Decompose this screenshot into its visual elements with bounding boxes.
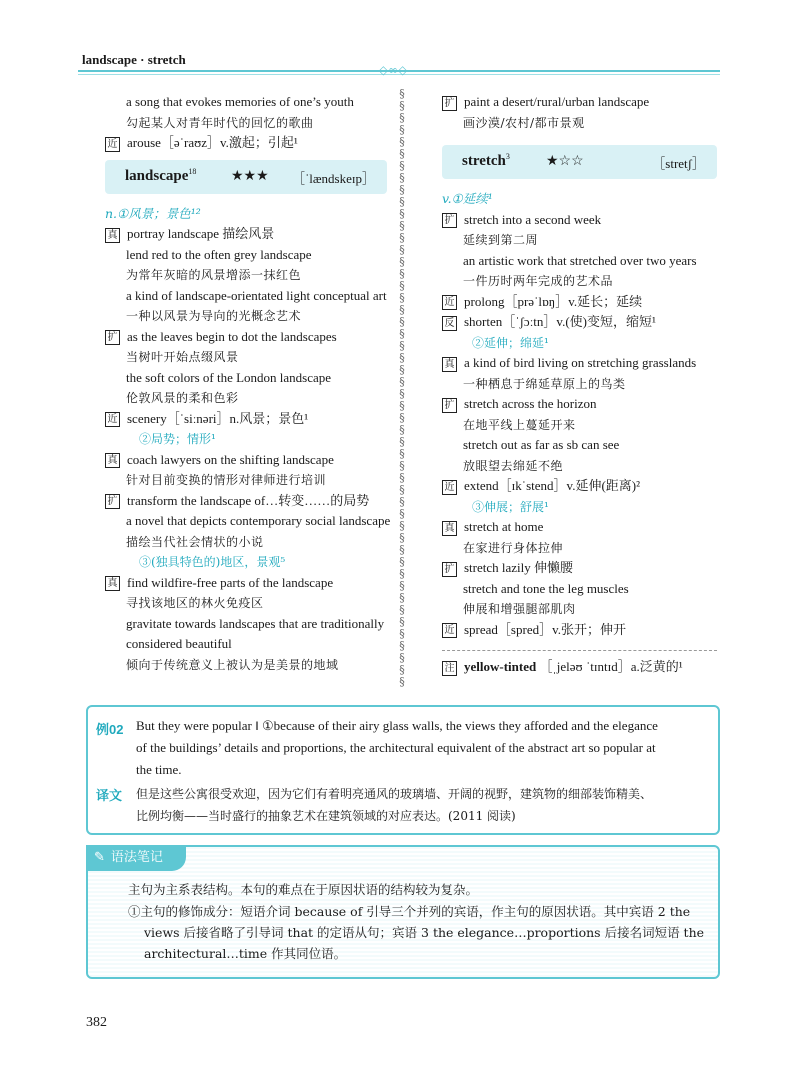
headword-box [105, 160, 387, 194]
grammar-line: architectural…time 作其同位语。 [144, 946, 347, 961]
entry-text: 一件历时两年完成的艺术品 [463, 274, 614, 288]
note-definition: ［ˌjeləʊ ˈtɪntɪd］a.泛黄的¹ [539, 659, 683, 674]
entry-text: 描绘当代社会情状的小说 [126, 534, 264, 549]
entry-text: a kind of landscape-orientated light conceptual art [126, 287, 387, 303]
entry-line [105, 573, 387, 594]
entry-text: 为常年灰暗的风景增添一抹红色 [126, 268, 302, 282]
entry-line [442, 210, 717, 231]
grammar-line: views 后接省略了引导词 that 的定语从句；宾语 3 the elegance…proportions 后接名词短语 the [144, 925, 705, 940]
entry-text: stretch at home [464, 519, 544, 534]
headword: stretch$^3$ [462, 152, 510, 169]
entry-text: considered beautiful [126, 636, 232, 651]
entry-line [105, 347, 387, 368]
entry-line [105, 286, 387, 307]
entry-text: 寻找该地区的林火免疫区 [126, 596, 264, 610]
pronunciation: ［stretʃ］ [652, 156, 705, 171]
divider-rule [442, 640, 717, 651]
entry-line [442, 353, 717, 374]
entry-line [105, 409, 387, 430]
entry-line [442, 230, 717, 251]
sense-heading: v.①延续¹ [442, 191, 493, 206]
entry-line [105, 368, 387, 389]
sense-heading: ②延伸；绵延¹ [472, 335, 549, 350]
tag-badge: 真 [105, 453, 120, 468]
entry-line [442, 599, 717, 620]
entry-text: portray landscape 描绘风景 [127, 226, 275, 241]
entry-line: paint a desert/rural/urban landscape [464, 94, 650, 109]
entry-line [105, 470, 387, 491]
entry-text: stretch lazily 伸懒腰 [464, 560, 574, 575]
translation-line: 比例均衡——当时盛行的抽象艺术在建筑领域的对应表达。(2011 阅读) [136, 809, 516, 823]
tag-badge: 真 [442, 357, 457, 372]
entry-line [442, 415, 717, 436]
star-rating: ★☆☆ [546, 153, 584, 169]
grammar-line: 主句为主系表结构。本句的难点在于原因状语的结构较为复杂。 [128, 882, 479, 897]
entry-text: as the leaves begin to dot the landscapes [127, 328, 337, 344]
entry-text: 伸展和增强腿部肌肉 [463, 602, 576, 616]
entry-text: 延续到第二周 [463, 233, 539, 247]
entry-text: 针对目前变换的情形对律师进行培训 [126, 473, 327, 487]
page-number: 382 [86, 1015, 107, 1030]
entry-line [442, 374, 717, 395]
right-column [442, 92, 717, 678]
entry-line [442, 476, 717, 497]
entry-line [442, 312, 717, 333]
entry-line: arouse［əˈraʊz］v.激起；引起¹ [127, 135, 298, 150]
entry-line [442, 620, 717, 641]
entry-text: spread［spred］v.张开；伸开 [464, 621, 626, 637]
entry-line [442, 271, 717, 292]
tag-badge: 近 [442, 295, 457, 310]
tag-badge: 近 [105, 412, 120, 427]
entry-line [442, 517, 717, 538]
entry-line [105, 614, 387, 635]
entry-text: coach lawyers on the shifting landscape [127, 451, 334, 467]
entry-text: 放眼望去绵延不绝 [463, 458, 564, 473]
headword-frequency: 18 [188, 166, 197, 176]
grammar-notes-tab [86, 845, 186, 871]
entry-text: gravitate towards landscapes that are traditionally [126, 615, 385, 631]
sense-heading: n.①风景；景色¹² [105, 205, 201, 221]
entry-line [105, 306, 387, 327]
entry-line [442, 558, 717, 579]
entry-line: a song that evokes memories of one’s youth [126, 94, 354, 109]
star-rating: ★★★ [231, 167, 269, 184]
tag-badge: 近 [442, 623, 457, 638]
sense-heading: ③伸展；舒展¹ [472, 499, 549, 514]
header-ornament-icon: ◇∞◇ [378, 63, 408, 77]
entry-text: lend red to the often grey landscape [126, 246, 312, 262]
entry-line [105, 511, 391, 532]
entry-text: 在地平线上蔓延开来 [463, 417, 576, 432]
sense-heading: ②局势；情形¹ [139, 432, 216, 446]
entry-text: transform the landscape of…转变……的局势 [127, 492, 370, 508]
entry-line [105, 593, 387, 614]
entry-text: stretch into a second week [464, 211, 602, 227]
entry-line [105, 491, 387, 512]
tag-badge: 扩 [105, 330, 120, 345]
sense-heading: ③(独具特色的)地区，景观⁵ [139, 555, 286, 569]
grammar-notes-title: 语法笔记 [110, 850, 163, 865]
entry-text: the soft colors of the London landscape [126, 369, 332, 385]
tag-badge: 反 [442, 316, 457, 331]
entry-text: 伦敦风景的柔和色彩 [126, 391, 239, 405]
entry-line: 画沙漠/农村/都市景观 [463, 115, 585, 130]
entry-line [442, 456, 717, 477]
entry-line [105, 450, 387, 471]
entry-line: 勾起某人对青年时代的回忆的歌曲 [126, 115, 314, 130]
entry-line [105, 634, 387, 655]
entry-text: stretch and tone the leg muscles [463, 580, 629, 596]
translation-line: 但是这些公寓很受欢迎，因为它们有着明亮通风的玻璃墙、开阔的视野，建筑物的细部装饰精美、 [136, 787, 653, 801]
entry-line [105, 532, 387, 553]
entry-text: stretch across the horizon [464, 396, 597, 411]
entry-line [442, 538, 717, 559]
entry-line [442, 435, 717, 456]
note-word: yellow-tinted [464, 659, 537, 674]
headword-frequency: 3 [505, 152, 510, 161]
tag-badge: 扩 [105, 494, 120, 509]
entry-text: find wildfire-free parts of the landscape [127, 574, 334, 590]
tag-badge: 注 [442, 661, 457, 676]
tag-badge: 扩 [442, 96, 457, 111]
example-sentence-line: of the buildings’ details and proportions, the architectural equivalent of the abstract art so popular at [136, 740, 656, 755]
pronunciation: ［ˈlændskeɪp］ [291, 170, 375, 186]
column-divider: § § § § § § § § § § § § § § § § § § § § § § § § § § § § § § § § § § § § § § § § § § § § § § § § § § [399, 88, 405, 688]
running-header: landscape · stretch [82, 52, 186, 67]
tag-badge: 近 [442, 480, 457, 495]
tag-badge: 真 [105, 228, 120, 243]
tag-badge: 真 [105, 576, 120, 591]
example-box [86, 705, 720, 835]
example-label: 例02 [96, 722, 124, 737]
entry-line [105, 388, 387, 409]
entry-text: shorten［ˈʃɔːtn］v.(使)变短，缩短¹ [464, 314, 656, 329]
tag-badge: 扩 [442, 398, 457, 413]
entry-text: prolong［prəˈlɒŋ］v.延长；延续 [464, 293, 643, 309]
left-column [105, 92, 391, 675]
tag-badge: 真 [442, 521, 457, 536]
entry-text: 当树叶开始点缀风景 [126, 350, 239, 364]
entry-line [442, 394, 717, 415]
tag-badge: 扩 [442, 213, 457, 228]
entry-text: stretch out as far as sb can see [463, 437, 620, 452]
entry-text: 一种以风景为导向的光概念艺术 [126, 309, 302, 323]
headword-box [442, 145, 717, 179]
example-sentence-line: But they were popular ‖ ①because of their airy glass walls, the views they afforded and the elegance [136, 718, 658, 733]
pen-icon: ✎ [94, 850, 105, 865]
entry-line [105, 224, 387, 245]
headword: landscape$^{18}$ [125, 166, 197, 184]
tag-badge: 扩 [442, 562, 457, 577]
example-sentence-line: the time. [136, 762, 182, 777]
grammar-line: ①主句的修饰成分：短语介词 because of 引导三个并列的宾语，作主句的原因状语。其中宾语 2 the [128, 904, 691, 919]
entry-line [105, 245, 387, 266]
entry-line [105, 265, 387, 286]
entry-line [442, 579, 717, 600]
entry-line [442, 251, 717, 272]
translation-label: 译文 [96, 788, 123, 803]
entry-text: extend［ɪkˈstend］v.延伸(距离)² [464, 478, 640, 493]
entry-text: an artistic work that stretched over two years [463, 252, 697, 268]
entry-text: 倾向于传统意义上被认为是美景的地域 [126, 657, 339, 672]
entry-line [442, 292, 717, 313]
entry-text: a novel that depicts contemporary social landscape [126, 513, 391, 528]
entry-line [105, 655, 387, 676]
entry-text: a kind of bird living on stretching grasslands [464, 355, 697, 370]
entry-text: 在家进行身体拉伸 [463, 540, 564, 555]
entry-text: scenery［ˈsiːnəri］n.风景；景色¹ [127, 410, 309, 426]
tag-badge: 近 [105, 137, 120, 152]
entry-text: 一种栖息于绵延草原上的鸟类 [463, 376, 626, 391]
entry-line [105, 327, 387, 348]
